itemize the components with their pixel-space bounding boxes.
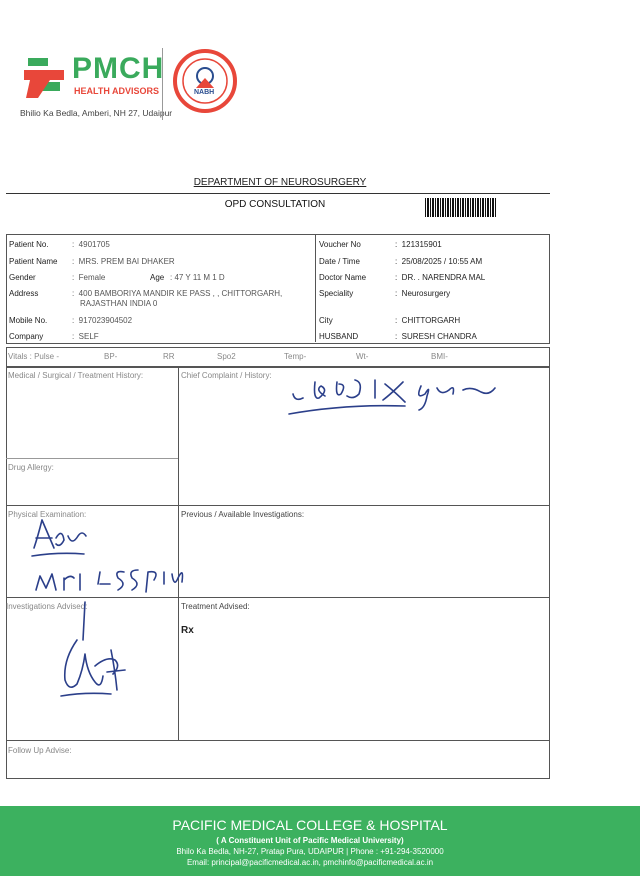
gender: Female — [78, 273, 106, 282]
investigations-signature — [55, 600, 135, 710]
patient-name: MRS. PREM BAI DHAKER — [78, 257, 175, 266]
seal-label: NABH — [194, 89, 215, 96]
age-value: : 47 Y 11 M 1 D — [170, 273, 225, 282]
logo-address: Bhilio Ka Bedla, Amberi, NH 27, Udaipur — [20, 108, 173, 118]
patient-no-label: Patient No. — [9, 240, 49, 249]
mobile-value: : 917023904502 — [72, 316, 133, 325]
info-divider — [315, 234, 316, 342]
vitals-bmi: BMI- — [431, 352, 448, 361]
city: CHITTORGARH — [401, 316, 461, 325]
physical-handwriting — [28, 512, 193, 597]
gender-value: : Female — [72, 273, 106, 282]
vitals-spo2: Spo2 — [217, 352, 236, 361]
vitals-temp: Temp- — [284, 352, 307, 361]
doctor-name: DR. . NARENDRA MAL — [401, 273, 486, 282]
patient-no: 4901705 — [78, 240, 110, 249]
vitals-bp: BP- — [104, 352, 118, 361]
barcode — [425, 198, 497, 217]
row-divider-3 — [6, 740, 549, 741]
rx-label: Rx — [181, 625, 194, 636]
drug-allergy-rule — [6, 458, 178, 459]
voucher: 121315901 — [401, 240, 442, 249]
gender-label: Gender — [9, 273, 36, 282]
vitals-box — [6, 347, 550, 367]
company-value: : SELF — [72, 332, 99, 341]
address-line1: 400 BAMBORIYA MANDIR KE PASS , , CHITTORGARH, — [78, 289, 283, 298]
patient-no-value: : 4901705 — [72, 240, 110, 249]
nabh-seal — [170, 48, 240, 118]
husband-value: : SURESH CHANDRA — [395, 332, 477, 341]
row-divider-1 — [6, 505, 549, 506]
age: 47 Y 11 M 1 D — [174, 273, 225, 282]
address-label: Address — [9, 289, 39, 298]
footer-address: Bhilo Ka Bedla, NH-27, Pratap Pura, UDAIPUR | Phone : +91-294-3520000 — [176, 847, 444, 856]
husband-label: HUSBAND — [319, 332, 359, 341]
pmch-cross-icon — [20, 54, 68, 100]
nabh-seal-icon — [170, 48, 240, 118]
department-title: DEPARTMENT OF NEUROSURGERY — [193, 177, 367, 188]
complaint-handwriting — [285, 372, 525, 422]
date-label: Date / Time — [319, 257, 360, 266]
city-value: : CHITTORGARH — [395, 316, 461, 325]
patient-name-value: : MRS. PREM BAI DHAKER — [72, 257, 175, 266]
city-label: City — [319, 316, 333, 325]
vitals-wt: Wt- — [356, 352, 369, 361]
title-rule — [6, 193, 550, 194]
investigations-label: Investigations Advised: — [6, 602, 88, 611]
speciality-value: : Neurosurgery — [395, 289, 451, 298]
doctor-value: : DR. . NARENDRA MAL — [395, 273, 486, 282]
footer-email: Email: principal@pacificmedical.ac.in, pmchinfo@pacificmedical.ac.in — [186, 858, 434, 867]
speciality: Neurosurgery — [401, 289, 451, 298]
complaint-label: Chief Complaint / History: — [181, 371, 272, 380]
clinical-divider-top — [178, 367, 179, 505]
date-time: 25/08/2025 / 10:55 AM — [401, 257, 483, 266]
address-value: : 400 BAMBORIYA MANDIR KE PASS , , CHITTORGARH, — [72, 289, 283, 298]
mobile-label: Mobile No. — [9, 316, 48, 325]
vitals-rr: RR — [163, 352, 175, 361]
clinical-divider-bottom — [178, 597, 179, 740]
vitals-pulse: Vitals : Pulse - — [8, 352, 59, 361]
voucher-value: : 121315901 — [395, 240, 442, 249]
speciality-label: Speciality — [319, 289, 354, 298]
company-label: Company — [9, 332, 44, 341]
logo-divider — [162, 48, 163, 120]
pmch-logo — [20, 52, 165, 104]
patient-name-label: Patient Name — [9, 257, 58, 266]
logo-sub-text: HEALTH ADVISORS — [74, 86, 160, 96]
husband: SURESH CHANDRA — [401, 332, 477, 341]
consultation-title: OPD CONSULTATION — [224, 199, 326, 210]
address-line2: RAJASTHAN INDIA 0 — [80, 299, 158, 308]
follow-up-label: Follow Up Advise: — [8, 746, 72, 755]
age-label: Age — [150, 273, 165, 282]
previous-label: Previous / Available Investigations: — [181, 510, 305, 519]
physical-label: Physical Examination: — [8, 510, 87, 519]
voucher-label: Voucher No — [319, 240, 361, 249]
history-label: Medical / Surgical / Treatment History: — [8, 371, 144, 380]
mobile: 917023904502 — [78, 316, 133, 325]
logo-main-text: PMCH — [72, 52, 165, 85]
company: SELF — [78, 332, 99, 341]
row-divider-2 — [6, 597, 549, 598]
footer-subtitle: ( A Constituent Unit of Pacific Medical University) — [216, 836, 404, 845]
footer-title: PACIFIC MEDICAL COLLEGE & HOSPITAL — [172, 817, 448, 833]
treatment-label: Treatment Advised: — [181, 602, 250, 611]
date-value: : 25/08/2025 / 10:55 AM — [395, 257, 483, 266]
drug-allergy-label: Drug Allergy: — [8, 463, 54, 472]
doctor-label: Doctor Name — [319, 273, 367, 282]
